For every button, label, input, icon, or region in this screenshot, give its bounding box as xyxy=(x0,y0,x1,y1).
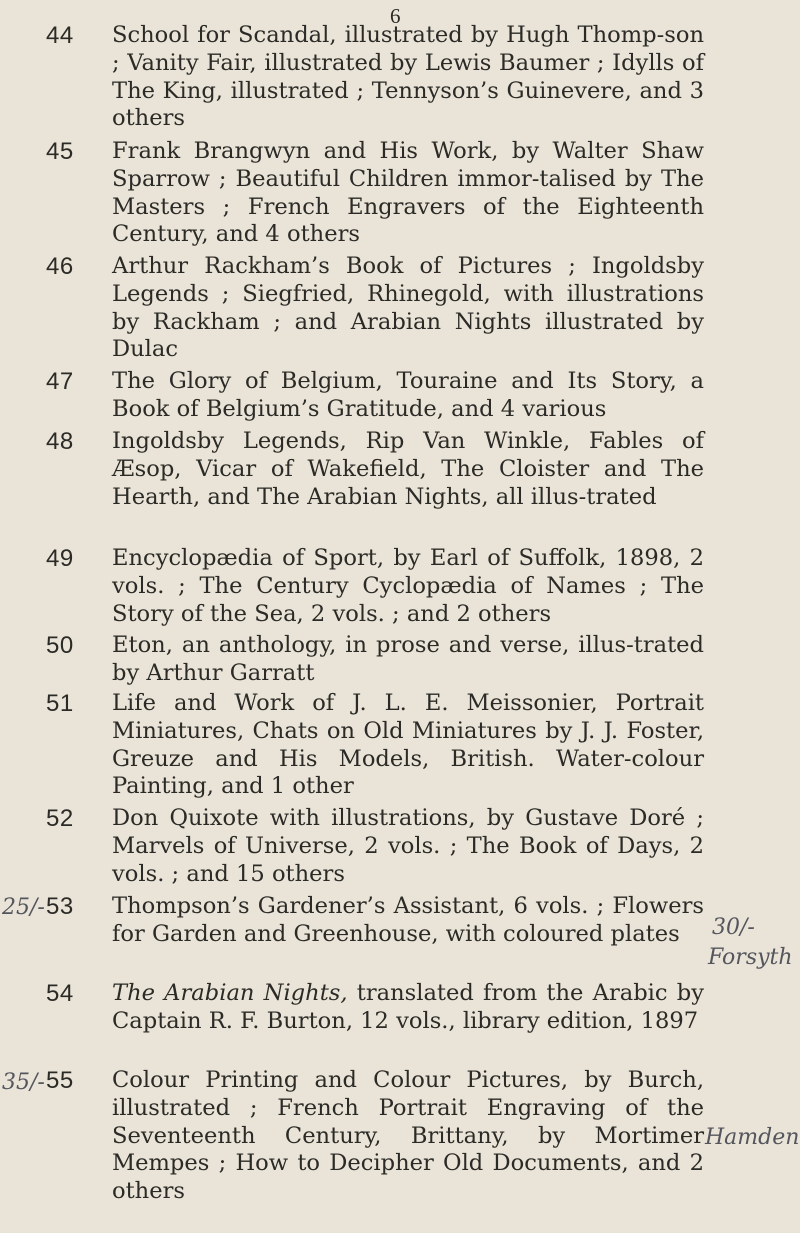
lot-number: 47 xyxy=(46,368,74,395)
lot-number: 50 xyxy=(46,632,74,659)
lot-description: Colour Printing and Colour Pictures, by Burch, illustrated ; French Portrait Engraving of the Seventeenth Century, Brittany, by Mortimer Mempes ; How to Decipher Old Documents, and 2 others xyxy=(112,1067,704,1205)
handwritten-price-53-right: 30/- xyxy=(712,915,755,940)
lot-number: 53 xyxy=(46,893,74,920)
lot-description: Eton, an anthology, in prose and verse, illus-trated by Arthur Garratt xyxy=(112,632,704,686)
lot-description xyxy=(112,980,704,1036)
lot-number: 55 xyxy=(46,1067,74,1094)
lot-number: 48 xyxy=(46,428,74,455)
lot-number: 49 xyxy=(46,545,74,572)
lot-description-rest: translated from the Arabic by Captain R. F. Burton, 12 vols., library edition, 1897 xyxy=(112,980,704,1034)
lot-description: The Glory of Belgium, Touraine and Its Story, a Book of Belgium’s Gratitude, and 4 various xyxy=(112,368,704,422)
lot-description: School for Scandal, illustrated by Hugh Thomp-son ; Vanity Fair, illustrated by Lewis Baumer ; Idylls of The King, illustrated ; Tennyson’s Guinevere, and 3 others xyxy=(112,22,704,132)
lot-number: 51 xyxy=(46,690,74,717)
handwritten-buyer-53: Forsyth xyxy=(708,945,793,970)
lot-number: 52 xyxy=(46,805,74,832)
handwritten-price-55: 35/- xyxy=(2,1070,45,1095)
handwritten-buyer-55: Hamden xyxy=(705,1125,800,1150)
lot-description: Encyclopædia of Sport, by Earl of Suffolk, 1898, 2 vols. ; The Century Cyclopædia of Names ; The Story of the Sea, 2 vols. ; and 2 others xyxy=(112,545,704,627)
lot-title-italic: The Arabian Nights, xyxy=(112,980,348,1006)
lot-description: Life and Work of J. L. E. Meissonier, Portrait Miniatures, Chats on Old Miniatures by J. J. Foster, Greuze and His Models, British. Water-colour Painting, and 1 other xyxy=(112,690,704,800)
page-number: 6 xyxy=(390,4,401,28)
lot-description: Arthur Rackham’s Book of Pictures ; Ingoldsby Legends ; Siegfried, Rhinegold, with illustrations by Rackham ; and Arabian Nights illustrated by Dulac xyxy=(112,253,704,363)
lot-description: Ingoldsby Legends, Rip Van Winkle, Fables of Æsop, Vicar of Wakefield, The Cloister and The Hearth, and The Arabian Nights, all illus-trated xyxy=(112,428,704,510)
lot-number: 46 xyxy=(46,253,74,280)
lot-number: 44 xyxy=(46,22,74,49)
lot-number: 54 xyxy=(46,980,74,1007)
lot-number: 45 xyxy=(46,138,74,165)
lot-description: Thompson’s Gardener’s Assistant, 6 vols. ; Flowers for Garden and Greenhouse, with coloured plates xyxy=(112,893,704,947)
lot-description: Don Quixote with illustrations, by Gustave Doré ; Marvels of Universe, 2 vols. ; The Book of Days, 2 vols. ; and 15 others xyxy=(112,805,704,887)
lot-description: Frank Brangwyn and His Work, by Walter Shaw Sparrow ; Beautiful Children immor-talised by The Masters ; French Engravers of the Eighteenth Century, and 4 others xyxy=(112,138,704,248)
handwritten-price-53: 25/- xyxy=(2,895,45,920)
